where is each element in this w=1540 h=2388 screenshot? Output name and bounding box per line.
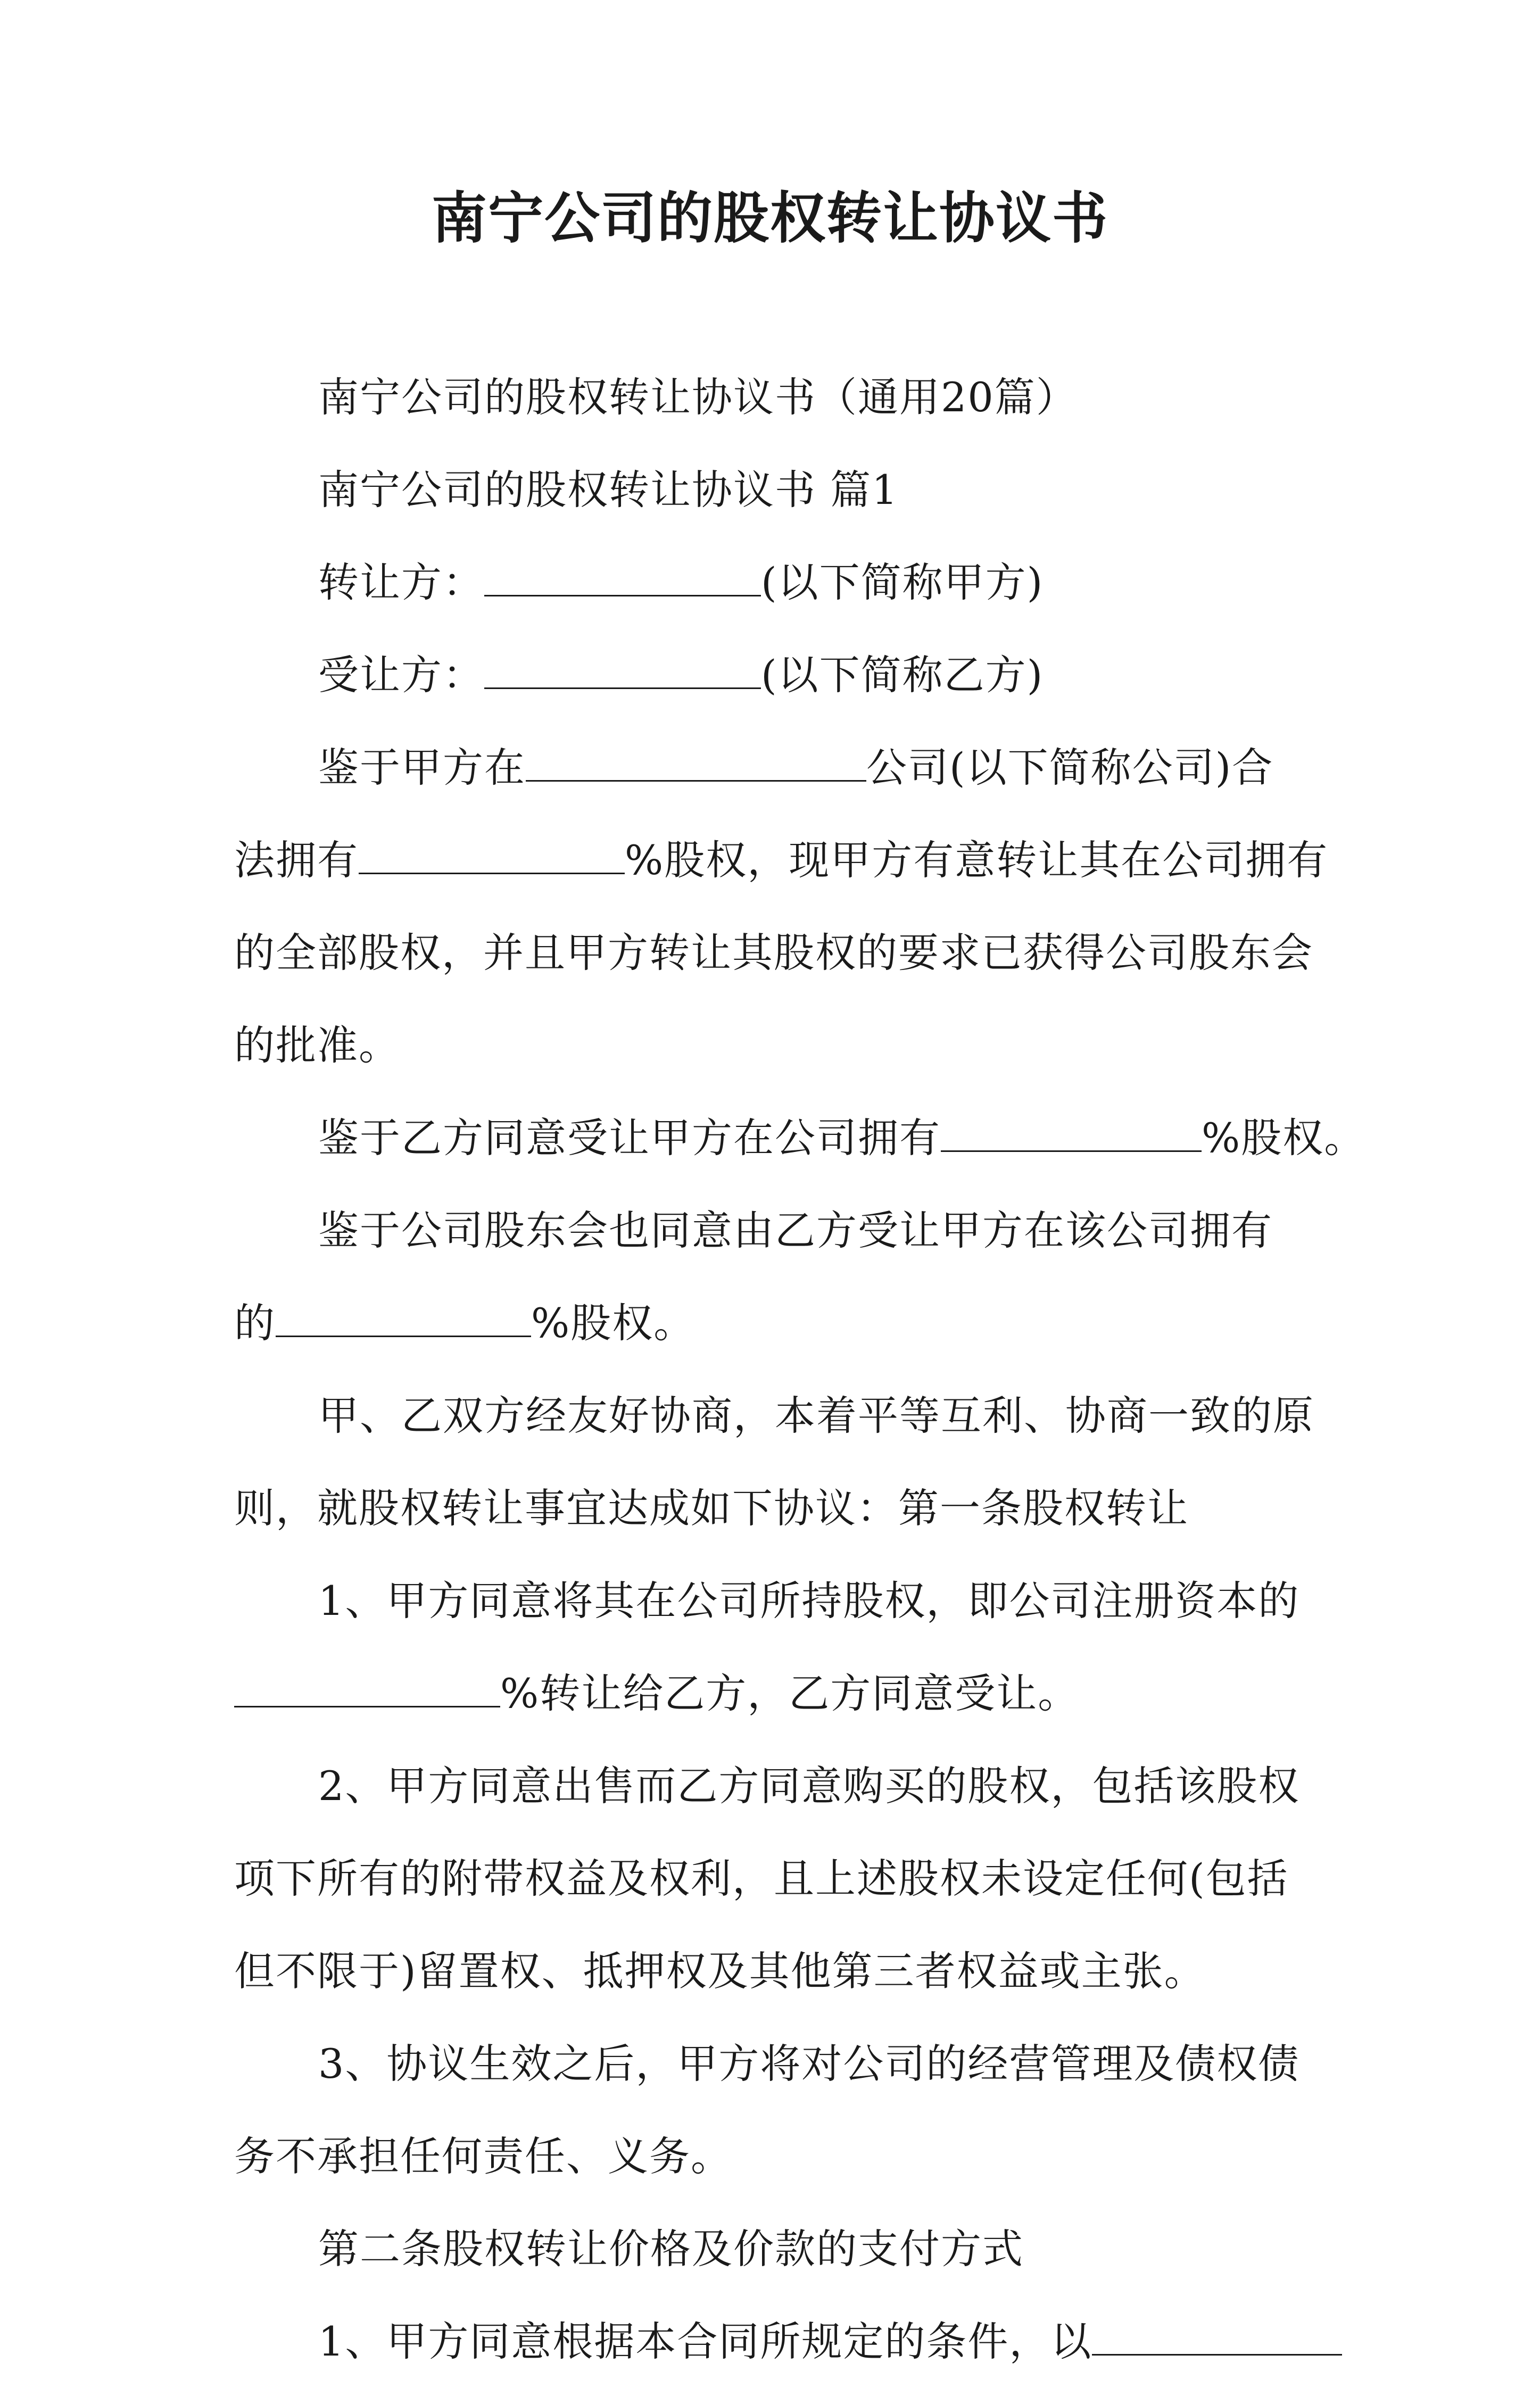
recital-1-text-f: 的批准。 [234,1022,400,1069]
section-heading [234,444,1314,536]
consensus-line-1 [234,1370,1314,1462]
clause-1-1-text-a: 1、甲方同意将其在公司所持股权，即公司注册资本的 [318,1577,1300,1624]
transferee-suffix: (以下简称乙方) [761,651,1044,699]
document-body [234,351,1366,2388]
recital-1-line-3 [234,907,1314,999]
recital-2-line [234,1092,1366,1184]
recital-1-text-e: 的全部股权，并且甲方转让其股权的要求已获得公司股东会 [234,929,1313,976]
subtitle-text: 南宁公司的股权转让协议书（通用20篇） [318,374,1078,421]
price-blank [1092,2323,1342,2356]
clause-1-2-line-2 [234,1833,1314,1925]
transferor-line [234,536,1314,629]
recital-1-text-b: 公司(以下简称公司)合 [866,744,1274,791]
transferor-label: 转让方： [318,559,484,606]
recital-2-text-b: %股权。 [1202,1114,1366,1162]
recital-3-text-a: 鉴于公司股东会也同意由乙方受让甲方在该公司拥有 [318,1207,1273,1254]
document-title: 南宁公司的股权转让协议书 [431,185,1108,251]
document-subtitle [234,351,1314,444]
clause-1-3-line-1 [234,2018,1314,2110]
clause-1-1-line-2 [234,1647,1314,1740]
clause-1-2-line-3 [234,1925,1314,2018]
clause-2-1-text-a: 1、甲方同意根据本合同所规定的条件，以 [318,2318,1092,2365]
owned-percent-blank [359,842,625,874]
clause-1-1-line-1 [234,1555,1314,1647]
transfer-percent-blank [941,1120,1202,1152]
registered-capital-percent-blank [234,1675,500,1707]
recital-3-text-c: %股权。 [531,1299,696,1347]
consensus-line-2 [234,1462,1314,1555]
transferee-blank [484,657,761,689]
recital-1-line-1 [234,722,1314,814]
section-heading-text: 南宁公司的股权转让协议书 篇1 [318,466,899,513]
recital-1-text-d: %股权，现甲方有意转让其在公司拥有 [625,836,1329,884]
recital-3-line-1 [234,1184,1314,1277]
recital-1-line-2 [234,814,1329,907]
clause-1-3-text-a: 3、协议生效之后，甲方将对公司的经营管理及债权债 [318,2040,1300,2087]
transferee-line [234,629,1314,722]
clause-1-2-text-a: 2、甲方同意出售而乙方同意购买的股权，包括该股权 [318,1762,1300,1810]
transferor-suffix: (以下简称甲方) [761,559,1044,606]
transferor-blank [484,564,761,596]
clause-1-2-text-b: 项下所有的附带权益及权利，且上述股权未设定任何(包括 [234,1855,1289,1902]
consensus-text-a: 甲、乙双方经友好协商，本着平等互利、协商一致的原 [318,1392,1314,1439]
consensus-text-b: 则，就股权转让事宜达成如下协议：第一条股权转让 [234,1485,1189,1532]
clause-1-3-text-b: 务不承担任何责任、义务。 [234,2133,732,2180]
approved-percent-blank [276,1305,531,1337]
recital-3-text-b: 的 [234,1299,276,1347]
recital-1-text-c: 法拥有 [234,836,359,884]
clause-1-1-text-b: %转让给乙方，乙方同意受让。 [500,1670,1080,1717]
clause-1-2-text-c: 但不限于)留置权、抵押权及其他第三者权益或主张。 [234,1947,1206,1995]
recital-1-line-4 [234,999,1314,1092]
article-2-heading [234,2203,1314,2295]
clause-1-2-line-1 [234,1740,1314,1833]
transferee-label: 受让方： [318,651,484,699]
article-2-heading-text: 第二条股权转让价格及价款的支付方式 [318,2225,1024,2273]
clause-1-3-line-2 [234,2110,1314,2203]
recital-1-text-a: 鉴于甲方在 [318,744,526,791]
recital-3-line-2 [234,1277,1314,1370]
company-name-blank [526,749,866,782]
recital-2-text-a: 鉴于乙方同意受让甲方在公司拥有 [318,1114,941,1162]
clause-2-1-line-1 [234,2295,1314,2388]
